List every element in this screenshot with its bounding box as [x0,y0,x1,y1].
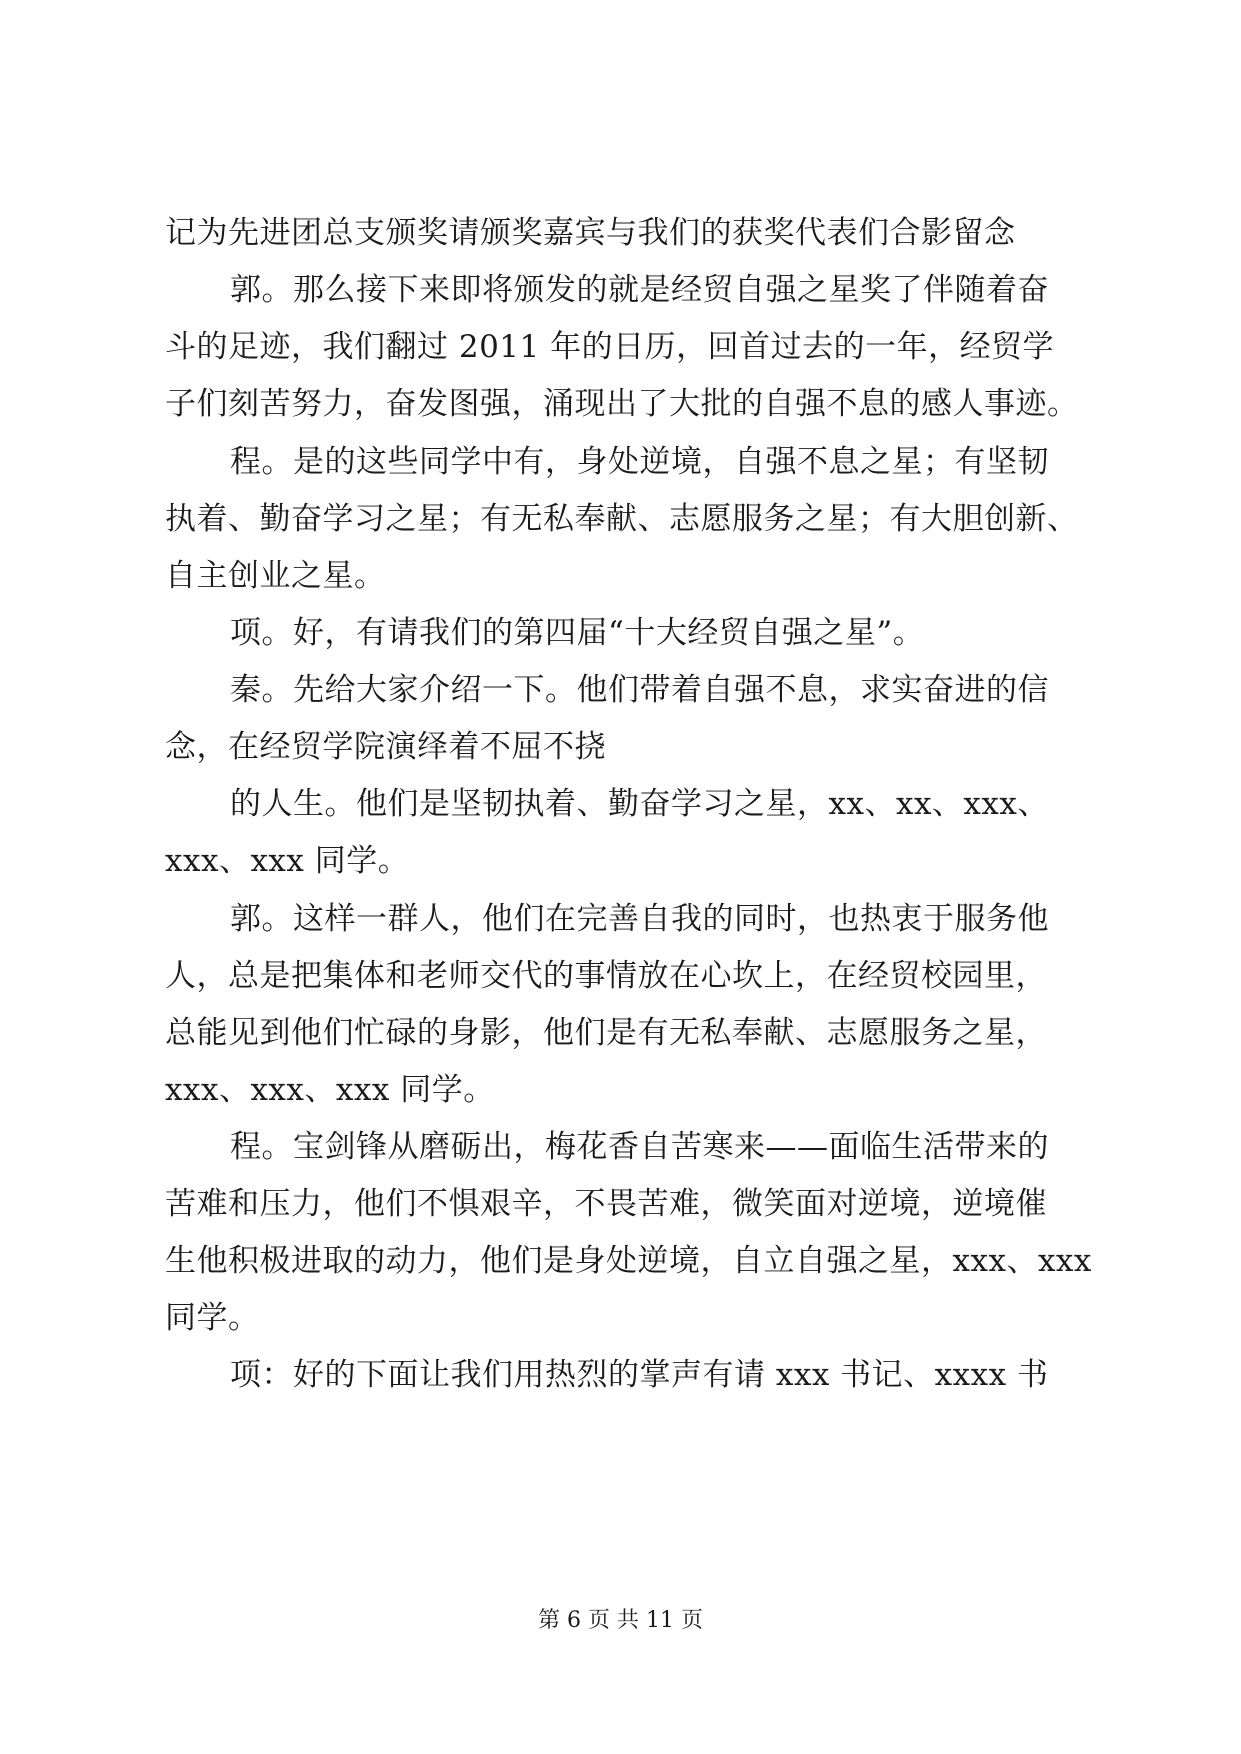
text-line: 程。宝剑锋从磨砺出，梅花香自苦寒来——面临生活带来的 [230,1129,1049,1165]
text-line: 同学。 [165,1300,260,1336]
text-line: 项：好的下面让我们用热烈的掌声有请 xxx 书记、xxxx 书 [230,1357,1049,1393]
text-line: 记为先进团总支颁奖请颁奖嘉宾与我们的获奖代表们合影留念 [165,215,1016,251]
text-line: xxx、xxx、xxx 同学。 [165,1072,495,1108]
text-line: 子们刻苦努力，奋发图强，涌现出了大批的自强不息的感人事迹。 [165,386,1079,422]
page-number-footer: 第 6 页 共 11 页 [538,1608,703,1633]
text-line: 斗的足迹，我们翻过 2011 年的日历，回首过去的一年，经贸学 [165,329,1055,365]
text-line: 郭。那么接下来即将颁发的就是经贸自强之星奖了伴随着奋 [230,272,1049,308]
text-line: 人，总是把集体和老师交代的事情放在心坎上，在经贸校园里， [165,958,1047,994]
text-line: 郭。这样一群人，他们在完善自我的同时，也热衷于服务他 [230,901,1049,937]
text-line: 程。是的这些同学中有，身处逆境，自强不息之星；有坚韧 [230,444,1049,480]
text-line: 自主创业之星。 [165,558,386,594]
text-line: 项。好，有请我们的第四届“十大经贸自强之星”。 [230,615,925,651]
text-line: 执着、勤奋学习之星；有无私奉献、志愿服务之星；有大胆创新、 [165,501,1079,537]
text-line: 秦。先给大家介绍一下。他们带着自强不息，求实奋进的信 [230,672,1049,708]
text-line: 苦难和压力，他们不惧艰辛，不畏苦难，微笑面对逆境，逆境催 [165,1186,1047,1222]
text-line: 的人生。他们是坚韧执着、勤奋学习之星，xx、xx、xxx、 [230,786,1049,822]
text-line: xxx、xxx 同学。 [165,843,410,879]
text-line: 念，在经贸学院演绎着不屈不挠 [165,729,606,765]
text-line: 总能见到他们忙碌的身影，他们是有无私奉献、志愿服务之星， [165,1015,1047,1051]
text-line: 生他积极进取的动力，他们是身处逆境，自立自强之星，xxx、xxx [165,1243,1092,1279]
